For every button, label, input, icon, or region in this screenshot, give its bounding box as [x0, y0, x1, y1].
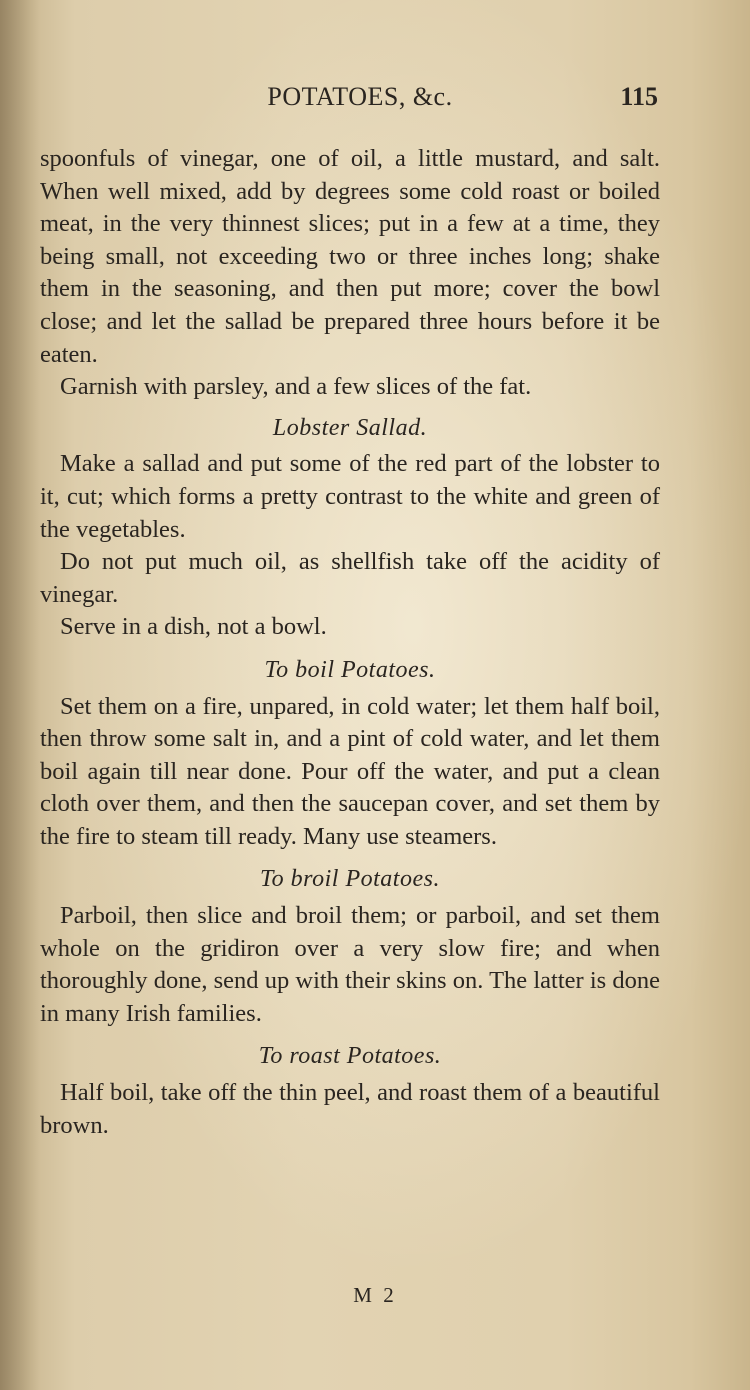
paragraph-garnish: Garnish with parsley, and a few slices of the fat. [60, 373, 532, 401]
signature-mark: M 2 [353, 1283, 397, 1307]
heading-boil-potatoes: To boil Potatoes. [264, 656, 436, 683]
running-head: POTATOES, &c. [267, 82, 453, 111]
paragraph-boil-potatoes: Set them on a fire, unpared, in cold water; let them half boil, then throw some salt in, and a pint of cold water, and let them boil again till near done. Pour off the water, and put a clean cloth over them, and then the saucepan cover, and set them by the fire to steam till ready. Many use steamers. [40, 692, 660, 850]
heading-broil-potatoes: To broil Potatoes. [260, 866, 440, 893]
paragraph-lobster-sallad: Make a sallad and put some of the red part of the lobster to it, cut; which forms a pretty contrast to the white and green of the vegetables. [40, 450, 660, 543]
page-header [60, 82, 660, 122]
heading-lobster-sallad: Lobster Sallad. [272, 414, 428, 441]
heading-roast-potatoes: To roast Potatoes. [258, 1043, 442, 1070]
paragraph-lobster-oil: Do not put much oil, as shellfish take off the acidity of vinegar. [40, 548, 660, 608]
paragraph-lobster-serve: Serve in a dish, not a bowl. [60, 613, 327, 641]
page-number: 115 [620, 82, 658, 111]
paragraph-sallad-continued: spoonfuls of vinegar, one of oil, a little mustard, and salt. When well mixed, add by degrees some cold roast or boiled meat, in the very thinnest slices; put in a few at a time, they being small, not exceeding two or three inches long; shake them in the seasoning, and then put more; cover the bowl close; and let the sallad be prepared three hours before it be eaten. [40, 145, 660, 368]
paragraph-broil-potatoes: Parboil, then slice and broil them; or parboil, and set them whole on the gridiron over a very slow fire; and when thoroughly done, send up with their skins on. The latter is done in many Irish families. [40, 902, 660, 1027]
paragraph-roast-potatoes: Half boil, take off the thin peel, and roast them of a beautiful brown. [40, 1079, 660, 1139]
page-body [40, 143, 660, 1142]
page-gutter-shadow [0, 0, 40, 1390]
